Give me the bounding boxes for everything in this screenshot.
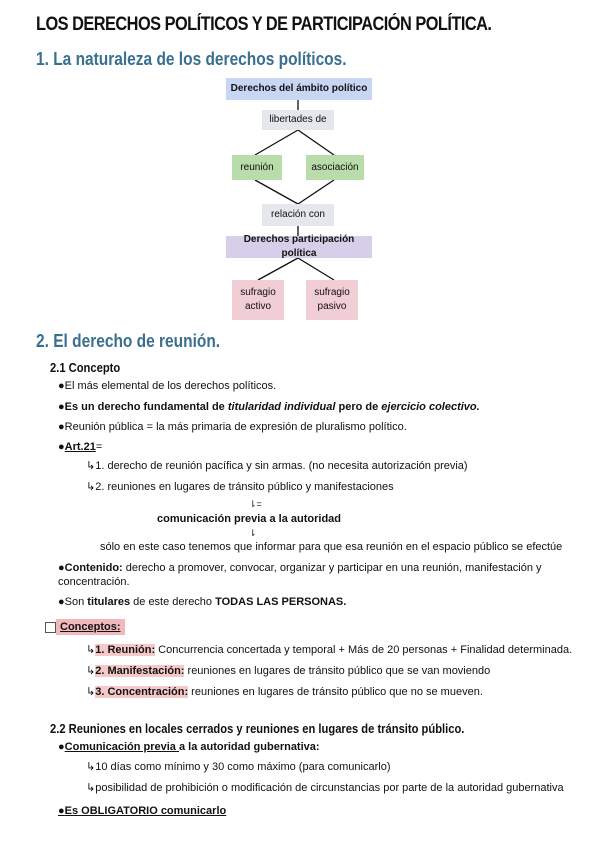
checkbox[interactable] <box>45 622 56 633</box>
bullet: ● <box>58 741 65 753</box>
list-item: ●Reunión pública = la más primaria de expresión de pluralismo político. <box>58 421 407 433</box>
concept-item-3: ↳3. Concentración: reuniones en lugares de tránsito público que no se mueven. <box>86 686 483 698</box>
detail-item-2: ↳posibilidad de prohibición o modificación de circunstancias por parte de la autoridad gubernativa <box>86 782 564 794</box>
page-title: LOS DERECHOS POLÍTICOS Y DE PARTICIPACIÓN POLÍTICA. <box>36 14 492 35</box>
list-item: ●Contenido: derecho a promover, convocar, organizar y participar en una reunión, manifestación y <box>58 562 542 574</box>
list-item: ●Es un derecho fundamental de titularidad individual pero de ejercicio colectivo. <box>58 401 480 413</box>
solo-text: sólo en este caso tenemos que informar para que esa reunión en el espacio público se efectúe <box>100 541 563 553</box>
conceptos-label: Conceptos: <box>56 619 125 635</box>
concept-item-2: ↳2. Manifestación: reuniones en lugares de tránsito público que se van moviendo <box>86 665 491 677</box>
arrow-icon: ↳ <box>86 644 96 656</box>
diagram-libertades-node: libertades de <box>262 110 334 130</box>
comunicacion-previa: comunicación previa a la autoridad <box>157 513 341 525</box>
bullet: ● <box>58 441 65 453</box>
diagram-relacion-node: relación con <box>262 204 334 226</box>
concept-item-1: ↳1. Reunión: Concurrencia concertada y temporal + Más de 20 personas + Finalidad determinada. <box>86 644 573 656</box>
arrow-icon: ↳ <box>86 782 96 794</box>
section2-heading: 2. El derecho de reunión. <box>36 331 221 351</box>
arrow-icon: ↳ <box>86 481 96 493</box>
list-item: ●El más elemental de los derechos políticos. <box>58 380 277 392</box>
diagram-top-node: Derechos del ámbito político <box>226 78 372 100</box>
diagram-connectors <box>0 0 600 330</box>
art-item-1: ↳1. derecho de reunión pacífica y sin armas. (no necesita autorización previa) <box>86 460 468 472</box>
section1-heading: 1. La naturaleza de los derechos políticos. <box>36 49 347 69</box>
arrow-icon: ↳ <box>86 665 96 677</box>
diagram-reunion-node: reunión <box>232 155 282 180</box>
detail-item-1: ↳10 días como mínimo y 30 como máximo (para comunicarlo) <box>86 761 391 773</box>
subsection-reuniones: 2.2 Reuniones en locales cerrados y reuniones en lugares de tránsito público. <box>50 721 465 736</box>
art-item-2: ↳2. reuniones en lugares de tránsito público y manifestaciones <box>86 481 394 493</box>
bullet: ● <box>58 805 65 817</box>
bullet: ● <box>58 401 65 413</box>
down-arrow-icon: ⇂= <box>249 499 262 509</box>
bullet: ● <box>58 421 65 433</box>
list-item: ●Comunicación previa a la autoridad gubernativa: <box>58 741 320 753</box>
bullet: ● <box>58 596 65 608</box>
diagram-pasivo-node: sufragio pasivo <box>306 280 358 320</box>
down-arrow-icon: ⇂ <box>249 528 257 538</box>
list-item-continued: concentración. <box>58 576 130 588</box>
list-item: ●Son titulares de este derecho TODAS LAS PERSONAS. <box>58 596 347 608</box>
subsection-concepto: 2.1 Concepto <box>50 360 121 375</box>
diagram-participacion-node: Derechos participación política <box>226 236 372 258</box>
bullet: ● <box>58 380 65 392</box>
arrow-icon: ↳ <box>86 460 96 472</box>
arrow-icon: ↳ <box>86 686 96 698</box>
diagram-asociacion-node: asociación <box>306 155 364 180</box>
diagram-activo-node: sufragio activo <box>232 280 284 320</box>
list-item: ●Art.21= <box>58 441 103 453</box>
arrow-icon: ↳ <box>86 761 96 773</box>
bullet: ● <box>58 562 65 574</box>
list-item: ●Es OBLIGATORIO comunicarlo <box>58 805 227 817</box>
